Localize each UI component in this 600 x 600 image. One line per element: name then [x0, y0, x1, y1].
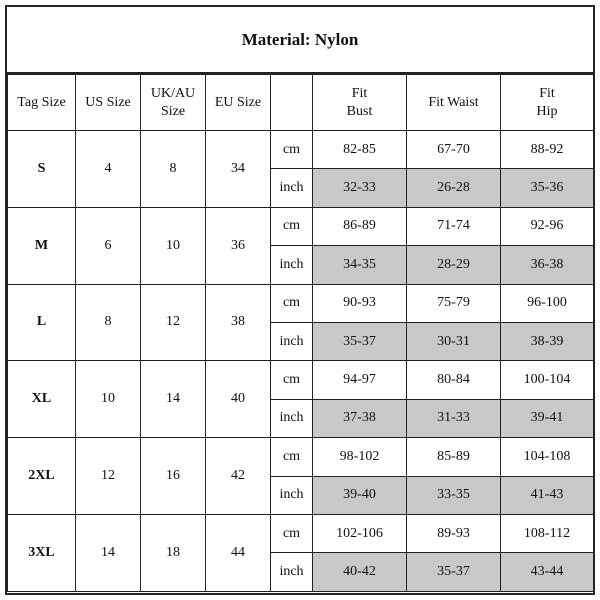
eu-size-cell: 34	[206, 131, 271, 208]
tag-size-cell: 2XL	[8, 438, 76, 515]
eu-size-cell: 42	[206, 438, 271, 515]
fit-waist-cell: 80-84	[407, 361, 501, 399]
tag-size-cell: XL	[8, 361, 76, 438]
fit-waist-cell: 71-74	[407, 207, 501, 245]
header-tag-size: Tag Size	[8, 75, 76, 131]
fit-bust-cell: 39-40	[313, 476, 407, 514]
fit-hip-cell: 92-96	[501, 207, 594, 245]
fit-waist-cell: 67-70	[407, 131, 501, 169]
us-size-cell: 14	[76, 514, 141, 591]
eu-size-cell: 36	[206, 207, 271, 284]
fit-bust-cell: 34-35	[313, 246, 407, 284]
header-unit	[271, 75, 313, 131]
header-eu-size: EU Size	[206, 75, 271, 131]
fit-bust-cell: 98-102	[313, 438, 407, 476]
fit-bust-cell: 32-33	[313, 169, 407, 207]
header-us-size: US Size	[76, 75, 141, 131]
header-fit-hip: Fit Hip	[501, 75, 594, 131]
fit-hip-cell: 108-112	[501, 514, 594, 552]
fit-waist-cell: 75-79	[407, 284, 501, 322]
unit-cell: cm	[271, 131, 313, 169]
fit-hip-cell: 36-38	[501, 246, 594, 284]
fit-hip-cell: 100-104	[501, 361, 594, 399]
fit-hip-cell: 43-44	[501, 553, 594, 591]
tag-size-cell: S	[8, 131, 76, 208]
fit-bust-cell: 90-93	[313, 284, 407, 322]
fit-waist-cell: 85-89	[407, 438, 501, 476]
fit-waist-cell: 33-35	[407, 476, 501, 514]
fit-hip-cell: 104-108	[501, 438, 594, 476]
unit-cell: cm	[271, 361, 313, 399]
unit-cell: cm	[271, 284, 313, 322]
fit-hip-cell: 35-36	[501, 169, 594, 207]
ukau-size-cell: 14	[141, 361, 206, 438]
fit-hip-cell: 41-43	[501, 476, 594, 514]
table-row	[8, 131, 594, 169]
ukau-size-cell: 18	[141, 514, 206, 591]
us-size-cell: 12	[76, 438, 141, 515]
chart-title: Material: Nylon	[7, 7, 593, 74]
fit-hip-cell: 88-92	[501, 131, 594, 169]
unit-cell: inch	[271, 169, 313, 207]
table-row	[8, 207, 594, 245]
fit-waist-cell: 89-93	[407, 514, 501, 552]
unit-cell: cm	[271, 207, 313, 245]
fit-bust-cell: 37-38	[313, 399, 407, 437]
ukau-size-cell: 8	[141, 131, 206, 208]
table-row	[8, 438, 594, 476]
size-table	[7, 74, 594, 592]
fit-hip-cell: 39-41	[501, 399, 594, 437]
size-table-body	[8, 131, 594, 592]
tag-size-cell: M	[8, 207, 76, 284]
us-size-cell: 4	[76, 131, 141, 208]
header-fit-bust: Fit Bust	[313, 75, 407, 131]
fit-bust-cell: 82-85	[313, 131, 407, 169]
fit-hip-cell: 38-39	[501, 322, 594, 360]
table-row	[8, 284, 594, 322]
ukau-size-cell: 10	[141, 207, 206, 284]
eu-size-cell: 44	[206, 514, 271, 591]
fit-waist-cell: 30-31	[407, 322, 501, 360]
unit-cell: inch	[271, 399, 313, 437]
tag-size-cell: L	[8, 284, 76, 361]
fit-bust-cell: 40-42	[313, 553, 407, 591]
fit-waist-cell: 35-37	[407, 553, 501, 591]
table-row	[8, 361, 594, 399]
header-fit-waist: Fit Waist	[407, 75, 501, 131]
header-ukau-size: UK/AU Size	[141, 75, 206, 131]
unit-cell: cm	[271, 514, 313, 552]
unit-cell: inch	[271, 553, 313, 591]
unit-cell: inch	[271, 322, 313, 360]
fit-waist-cell: 26-28	[407, 169, 501, 207]
fit-bust-cell: 94-97	[313, 361, 407, 399]
ukau-size-cell: 16	[141, 438, 206, 515]
tag-size-cell: 3XL	[8, 514, 76, 591]
table-row	[8, 514, 594, 552]
eu-size-cell: 38	[206, 284, 271, 361]
fit-waist-cell: 31-33	[407, 399, 501, 437]
fit-bust-cell: 86-89	[313, 207, 407, 245]
us-size-cell: 6	[76, 207, 141, 284]
fit-bust-cell: 35-37	[313, 322, 407, 360]
eu-size-cell: 40	[206, 361, 271, 438]
size-chart	[5, 5, 595, 595]
unit-cell: inch	[271, 246, 313, 284]
fit-hip-cell: 96-100	[501, 284, 594, 322]
unit-cell: cm	[271, 438, 313, 476]
unit-cell: inch	[271, 476, 313, 514]
ukau-size-cell: 12	[141, 284, 206, 361]
fit-waist-cell: 28-29	[407, 246, 501, 284]
header-row	[8, 75, 594, 131]
fit-bust-cell: 102-106	[313, 514, 407, 552]
us-size-cell: 8	[76, 284, 141, 361]
us-size-cell: 10	[76, 361, 141, 438]
